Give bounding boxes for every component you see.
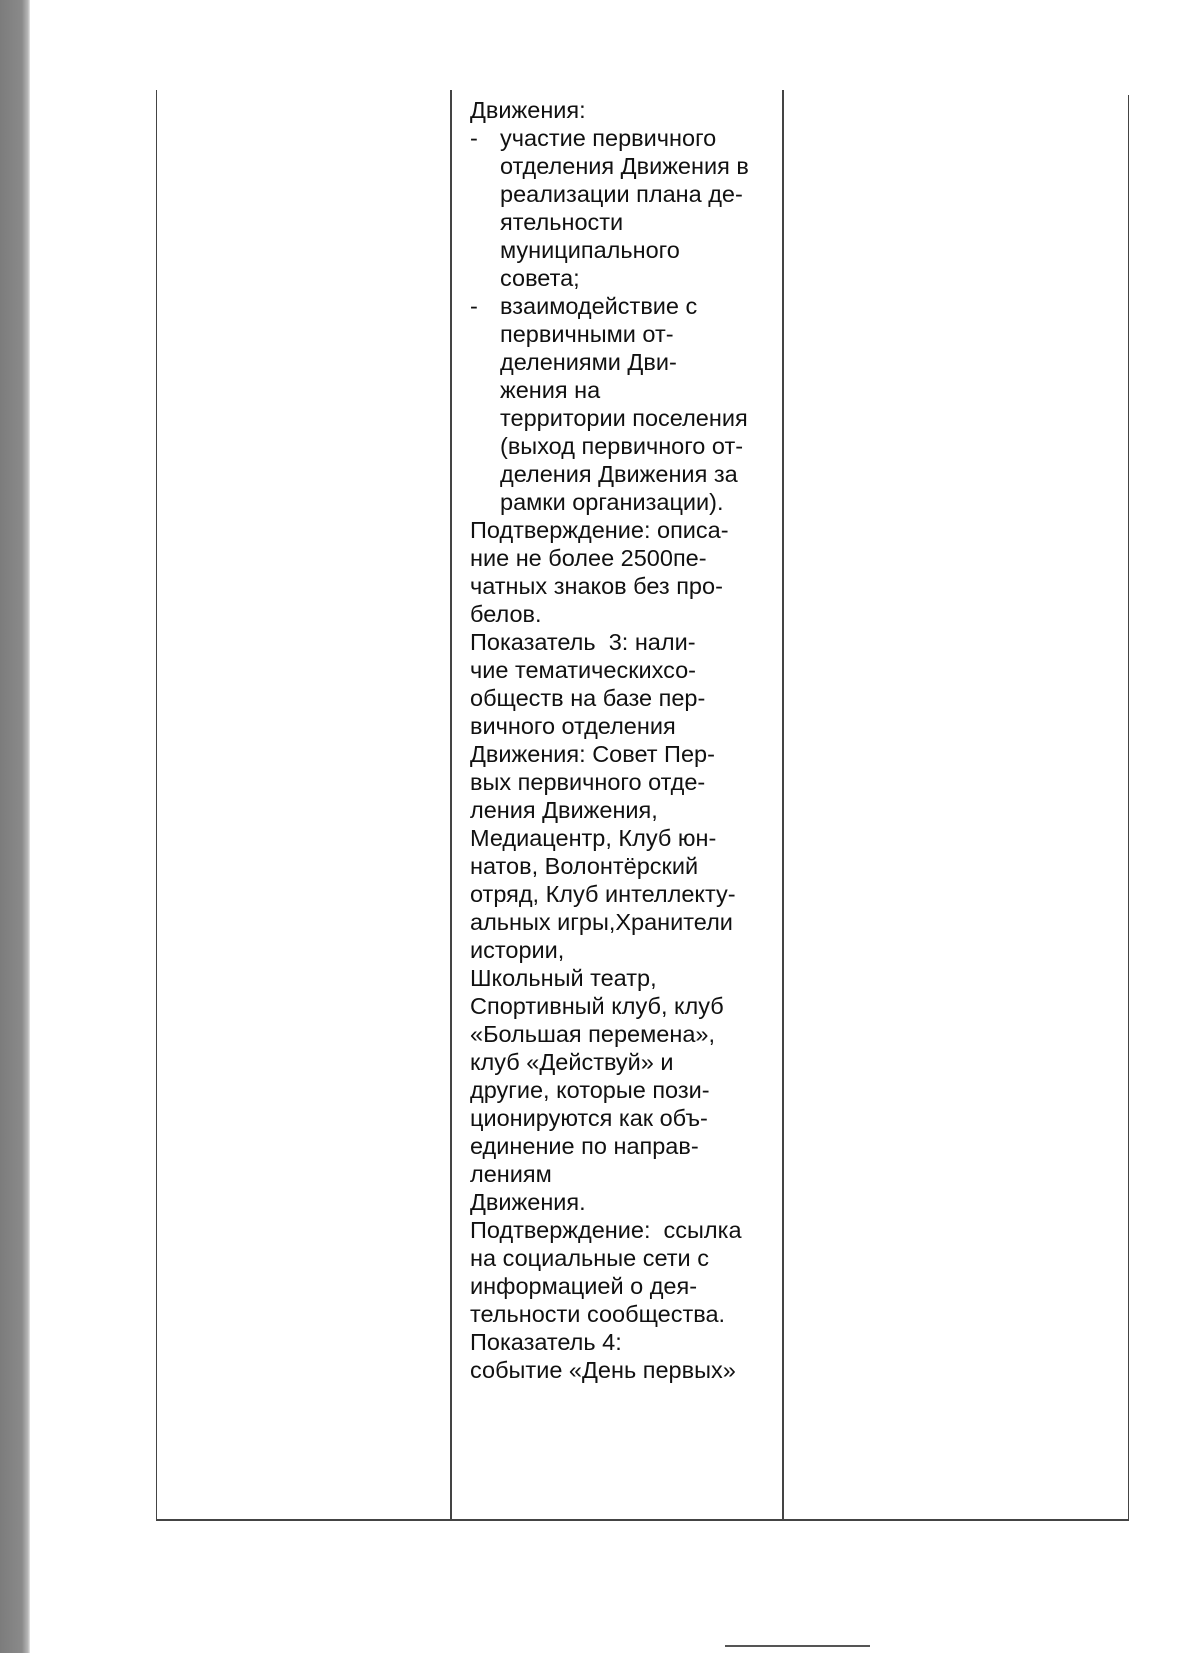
text-line [470, 376, 788, 404]
text-line [470, 740, 788, 768]
bullet-dash: - [470, 125, 478, 151]
text-line [470, 908, 788, 936]
line-text: событие «День первых» [470, 1357, 736, 1383]
text-line [470, 320, 788, 348]
text-line [470, 1020, 788, 1048]
line-text: альных игры,Хранители [470, 909, 733, 935]
line-text: Движения. [470, 1189, 586, 1215]
text-line [470, 152, 788, 180]
text-line [470, 236, 788, 264]
text-line [470, 712, 788, 740]
text-line [470, 572, 788, 600]
line-text: другие, которые пози- [470, 1077, 710, 1103]
text-line [470, 796, 788, 824]
line-text: Движения: Совет Пер- [470, 741, 715, 767]
bullet-line [470, 292, 788, 320]
line-text: Показатель 4: [470, 1329, 622, 1355]
text-line [470, 432, 788, 460]
text-line [470, 600, 788, 628]
text-line [470, 1132, 788, 1160]
line-text: отряд, Клуб интеллекту- [470, 881, 736, 907]
line-text: чатных знаков без про- [470, 573, 723, 599]
table-right-border [1128, 95, 1129, 1520]
line-text: участие первичного [500, 125, 717, 151]
line-text: Подтверждение: описа- [470, 517, 729, 543]
text-line [470, 1272, 788, 1300]
text-line [470, 544, 788, 572]
line-text: клуб «Действуй» и [470, 1049, 674, 1075]
text-line [470, 1356, 788, 1384]
text-line [470, 1160, 788, 1188]
text-line [470, 488, 788, 516]
text-line [470, 208, 788, 236]
line-text: ционируются как объ- [470, 1105, 708, 1131]
text-line [470, 460, 788, 488]
line-text: на социальные сети с [470, 1245, 709, 1271]
text-line [470, 656, 788, 684]
text-line [470, 1328, 788, 1356]
line-text: вичного отделения [470, 713, 676, 739]
table-bottom-border [156, 1519, 1129, 1521]
line-text: делениями Дви- [500, 349, 677, 375]
text-line [470, 180, 788, 208]
text-line [470, 684, 788, 712]
table-left-border [156, 90, 157, 1520]
line-text: обществ на базе пер- [470, 685, 706, 711]
line-text: Школьный театр, [470, 965, 657, 991]
line-text: ления Движения, [470, 797, 658, 823]
page-footer-rule [725, 1645, 870, 1647]
bullet-dash: - [470, 293, 478, 319]
text-line [470, 628, 788, 656]
line-text: вых первичного отде- [470, 769, 706, 795]
line-text: деления Движения за [500, 461, 738, 487]
line-text: натов, Волонтёрский [470, 853, 699, 879]
text-line [470, 404, 788, 432]
text-line [470, 1244, 788, 1272]
line-text: лениям [470, 1161, 552, 1187]
line-text: взаимодействие с [500, 293, 698, 319]
text-line [470, 1216, 788, 1244]
line-text: Движения: [470, 97, 586, 123]
line-text: истории, [470, 937, 565, 963]
line-text: белов. [470, 601, 542, 627]
line-text: Медиацентр, Клуб юн- [470, 825, 717, 851]
line-text: совета; [500, 265, 580, 291]
line-text: Спортивный клуб, клуб [470, 993, 724, 1019]
text-line [470, 264, 788, 292]
table-cell-criteria-text [470, 96, 788, 1384]
text-line [470, 1048, 788, 1076]
line-text: чие тематическихсо- [470, 657, 697, 683]
bullet-line [470, 124, 788, 152]
text-line [470, 1076, 788, 1104]
line-text: Показатель 3: нали- [470, 629, 696, 655]
line-text: информацией о дея- [470, 1273, 698, 1299]
text-line [470, 516, 788, 544]
line-text: ние не более 2500пе- [470, 545, 707, 571]
line-text: Подтверждение: ссылка [470, 1217, 742, 1243]
line-text: тельности сообщества. [470, 1301, 726, 1327]
text-line [470, 96, 788, 124]
text-line [470, 1300, 788, 1328]
text-line [470, 852, 788, 880]
line-text: рамки организации). [500, 489, 724, 515]
column-divider-1 [450, 90, 452, 1520]
text-line [470, 992, 788, 1020]
text-line [470, 348, 788, 376]
line-text: отделения Движения в [500, 153, 749, 179]
line-text: территории поселения [500, 405, 748, 431]
text-line [470, 824, 788, 852]
line-text: жения на [500, 377, 601, 403]
text-line [470, 768, 788, 796]
text-line [470, 1104, 788, 1132]
text-line [470, 1188, 788, 1216]
line-text: «Большая перемена», [470, 1021, 715, 1047]
line-text: единение по направ- [470, 1133, 699, 1159]
text-line [470, 880, 788, 908]
scan-shadow-edge [0, 0, 30, 1653]
line-text: реализации плана де- [500, 181, 743, 207]
line-text: ятельности [500, 209, 624, 235]
line-text: муниципального [500, 237, 680, 263]
line-text: (выход первичного от- [500, 433, 744, 459]
text-line [470, 936, 788, 964]
text-line [470, 964, 788, 992]
line-text: первичными от- [500, 321, 674, 347]
